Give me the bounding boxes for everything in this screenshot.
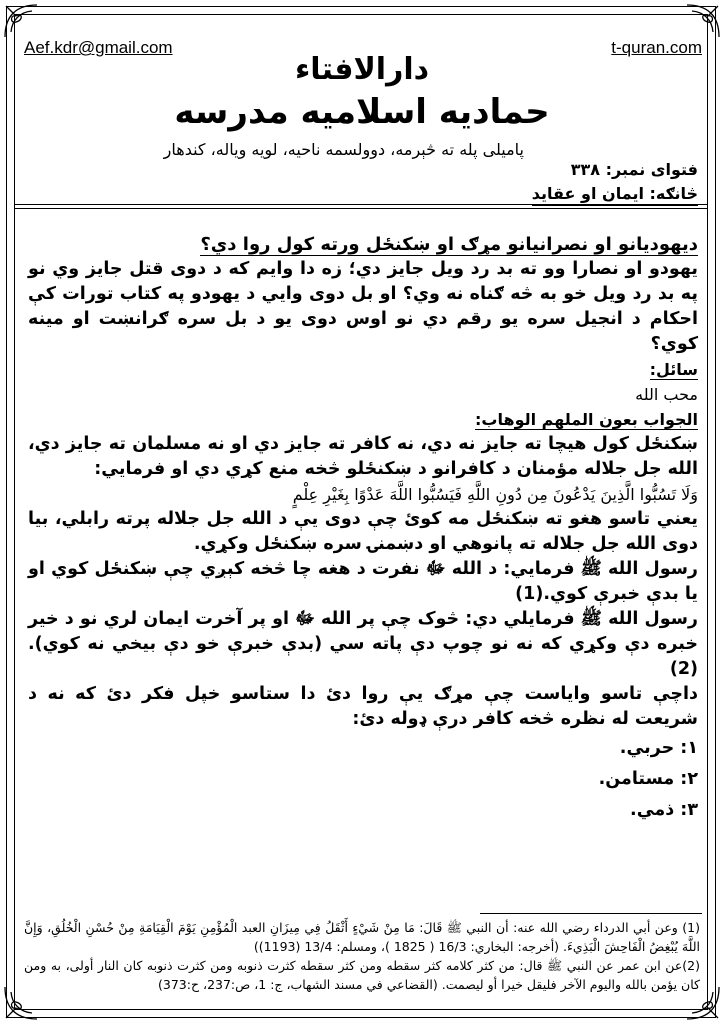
list-item: ۱: حربي. xyxy=(619,738,698,758)
footnotes xyxy=(24,918,700,994)
footnote-divider xyxy=(480,913,702,914)
corner-ornament-icon xyxy=(684,2,722,40)
address: پامیلی پله ته څېرمه، دوولسمه ناحیه، لویه ویاله، کندهار xyxy=(163,140,524,159)
answer-label: الجواب بعون الملهم الوهاب: xyxy=(474,410,698,429)
fatwa-body xyxy=(28,232,698,829)
question-text: یهودو او نصارا وو ته بد رد ویل جایز دي؛ زه دا وایم که د دوی قتل جایز وي نو په بد رد ویل خو به څه ګناه نه وي؟ او بل دوی وایي د یهودو په کتاب تورات کې احکام د انجیل سره یو رقم دي نو اوس دوی یو د بل سره ګرانښت او مینه کوي؟ xyxy=(28,259,698,354)
list-item: ۲: مستامن. xyxy=(598,769,698,789)
institution-subtitle: حمادیه اسلامیه مدرسه xyxy=(174,92,550,132)
website-link[interactable]: t-quran.com xyxy=(611,38,702,57)
answer-paragraph: داچې تاسو وایاست چې مړګ یې روا دئ دا ستاسو خپل فکر دئ که نه د شریعت له نظره څخه کافر درې ډوله دئ: xyxy=(28,684,698,729)
fatwa-number: فتوای نمبر: ۳۳۸ xyxy=(570,160,698,179)
answer-paragraph: یعني تاسو هغو ته ښکنځل مه کوئ چې دوی یې د الله جل جلاله پرته رابلي، بیا دوی الله جل جلاله ته پانوهي او دښمنۍ سره ښکنځل وکړي. xyxy=(28,509,698,554)
chapter-label: څانګه: ایمان او عقاید xyxy=(532,184,698,206)
answer-paragraph: ښکنځل کول هیچا ته جایز نه دي، نه کافر ته جایز دي او نه مسلمان ته جایز دي، الله جل جلاله مؤمنان د کافرانو د ښکنځلو څخه منع کړي دي او فرمایي: xyxy=(28,434,698,479)
quran-verse: وَلَا تَسُبُّوا الَّذِينَ يَدْعُونَ مِن دُونِ اللَّهِ فَيَسُبُّوا اللَّهَ عَدْوًا بِغَيْرِ عِلْمٍ xyxy=(292,485,698,504)
header-divider xyxy=(14,208,708,209)
kafir-types-list xyxy=(28,736,698,823)
question-title: دیهودیانو او نصرانیانو مړګ او ښکنځل ورته کول روا دي؟ xyxy=(200,234,698,255)
institution-title: دارالافتاء xyxy=(294,52,430,87)
corner-ornament-icon xyxy=(2,2,40,40)
email-link[interactable]: Aef.kdr@gmail.com xyxy=(24,38,173,57)
asker-name: محب الله xyxy=(635,385,698,404)
footnote: (2)عن ابن عمر عن النبي ﷺ قال: من كثر كلامه كثر سقطه ومن كثر سقطه كثرت ذنوبه ومن كثرت ذنوبه كان النار أولى، به ومن كان يؤمن بالله واليوم الآخر فليقل خيرا أو ليصمت. (القضاعي في مسند الشهاب، ج: 1، ص:237، ح:373) xyxy=(24,958,700,992)
footnote: (1) وعن أبي الدرداء رضي الله عنه: أن النبي ﷺ قَالَ: مَا مِنْ شَيْءٍ أَثْقَلُ فِي مِيزَانِ العبد الْمُؤْمِنِ يَوْمَ الْقِيَامَةِ مِنْ حُسْنِ الْخُلُقِ، وَإِنَّ اللَّهَ يُبْغِضُ الْفَاحِشَ الْبَذِيءَ. (أخرجه: البخاري: 16/3 ( 1825 )، ومسلم: 13/4 (1193)) xyxy=(24,920,700,954)
list-item: ۳: ذمي. xyxy=(630,800,698,820)
answer-paragraph: رسول الله ﷺ فرمایلي دي: څوک چې پر الله ﷻ او پر آخرت ایمان لري نو د خیر خبره دې وکړي که نه نو چوپ دې پاته سي (بدې خبرې خو دې بیخي نه کوي).(2) xyxy=(28,609,698,679)
answer-paragraph: رسول الله ﷺ فرمایي: د الله ﷻ نفرت د هغه چا څخه کېږي چې ښکنځل کوي او یا بدې خبرې کوي.(1) xyxy=(28,559,698,604)
header-divider xyxy=(14,204,708,205)
asker-label: سائل: xyxy=(649,360,698,379)
